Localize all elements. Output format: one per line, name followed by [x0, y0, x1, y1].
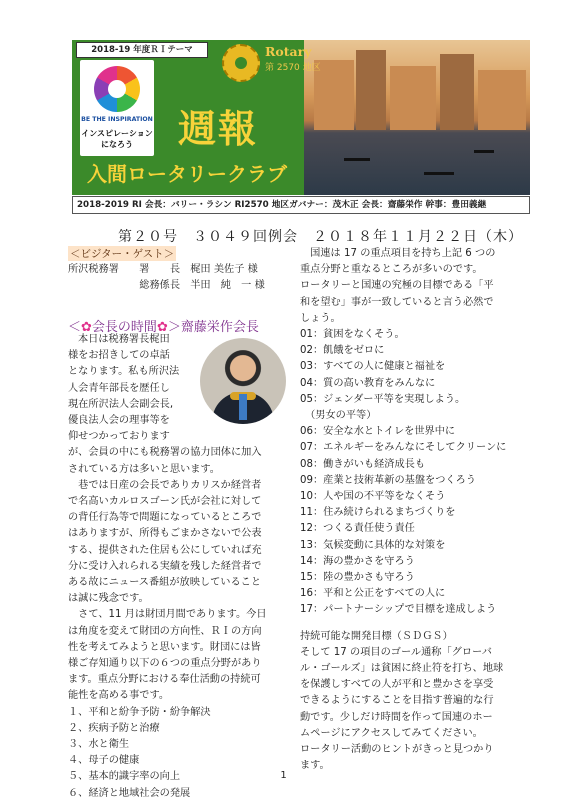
focus-item: ５、基本的識字率の向上	[68, 771, 181, 783]
sdgs-line: を保護しすべての人が平和と豊かさを享受	[300, 679, 494, 691]
sdgs-line: ムページにアクセスしてみてください。	[300, 727, 483, 739]
message-line: 現在所沢法人会副会長,	[68, 398, 174, 410]
intro-line: ロータリーと国連の究極の目標である「平	[300, 280, 494, 292]
president-heading: ＜✿会長の時間✿＞齋藤栄作会長	[68, 320, 259, 335]
intro-line: 重点分野と重なるところが多いのです。	[300, 264, 483, 276]
focus-item: ２、疾病予防と治療	[68, 722, 160, 734]
theme-label: 2018-19 年度ＲＩテーマ	[76, 42, 208, 58]
message-line: 仰せつかっております	[68, 431, 170, 443]
message-line: 様をお招きしての卓話	[68, 350, 170, 362]
message-line: されている方は多いと思います。	[68, 463, 220, 475]
message-line: 優良法人会の理事等を	[68, 415, 170, 427]
rotary-name: Rotary	[265, 44, 312, 59]
message-line: はありますが、所得もごまかさないで公表	[68, 528, 262, 540]
message-line: の背任行為等で問題になっているところで	[68, 512, 262, 524]
sdgs-line: ロータリー活動のヒントがきっと見つかり	[300, 744, 494, 756]
visitor-heading: ＜ビジター・ゲスト＞	[70, 248, 175, 260]
message-line: 分に受け入れられる実績を残した経営者で	[68, 560, 262, 572]
flower-icon: ✿	[81, 320, 92, 335]
message-line: 本日は税務署長梶田	[78, 334, 170, 345]
message-line: ある故にニュース番組が放映していること	[68, 577, 262, 589]
visitor-row: 総務係長 半田 純 一 様	[68, 280, 265, 291]
sdg-goal: 04：質の高い教育をみんなに	[300, 377, 436, 389]
flower-icon: ✿	[156, 320, 168, 335]
sdgs-heading: 持続可能な開発目標（ＳＤＧＳ）	[300, 630, 453, 642]
message-line: 巷では日産の会長でありカリスか経営者	[68, 479, 262, 491]
sdgs-line: ます。	[300, 760, 330, 772]
officers-bar: 2018-2019 RI 会長：バリー・ラシン RI2570 地区ガバナー：茂木正 会長：齋藤栄作 幹事：豊田義継	[72, 196, 530, 214]
message-line: は角度を変えて財団の方向性、ＲＩの方向	[68, 625, 262, 637]
sdg-goal: 02：飢餓をゼロに	[300, 345, 385, 357]
sdg-goal: 15：陸の豊かさも守ろう	[300, 572, 415, 584]
sdgs-line: そして 17 の項目のゴール通称「グローバ	[300, 646, 492, 658]
sdg-goal: 11：住み続けられるまちづくりを	[300, 507, 456, 519]
newsletter-title: 週報	[178, 106, 259, 151]
message-line: が、会員の中にも税務署の協力団体に加入	[68, 447, 262, 459]
sdgs-line: できるようにすることを目指す普遍的な行	[300, 695, 494, 707]
sdg-goal: 10：人や国の不平等をなくそう	[300, 491, 446, 503]
visitor-row: 所沢税務署 署 長 梶田 美佐子 様	[68, 264, 258, 275]
sdg-goal: 14：海の豊かさを守ろう	[300, 555, 415, 567]
president-message	[68, 332, 290, 802]
message-line: 性を考えてみようと思います。財団には皆	[68, 641, 261, 653]
sdg-goal: 03：すべての人に健康と福祉を	[300, 361, 446, 373]
sdg-goal: 05：ジェンダー平等を実現しよう。	[300, 393, 466, 405]
sdg-goal: 13：気候変動に具体的な対策を	[300, 539, 446, 551]
header-banner	[72, 40, 530, 195]
message-line: 人会青年部長を歴任し	[68, 382, 170, 394]
message-line: 能性を高める事です。	[68, 690, 170, 702]
sdg-goal: 08：働きがいも経済成長も	[300, 458, 426, 470]
sdg-goal: （男女の平等）	[300, 410, 377, 422]
rotary-wheel-icon	[222, 44, 260, 82]
venice-photo	[304, 40, 530, 195]
sdg-goal: 17：パートナーシップで目標を達成しよう	[300, 604, 497, 616]
sdg-goal: 09：産業と技術革新の基盤をつくろう	[300, 474, 476, 486]
district-label: 第 2570 地区	[265, 63, 321, 73]
message-line: する、提供された住居も公にしていれば充	[68, 544, 262, 556]
theme-logo	[80, 60, 154, 156]
focus-item: １、平和と紛争予防・紛争解決	[68, 706, 211, 718]
meeting-info: 第２０号 ３０４９回例会 ２０１８年１１月２２日（木）	[118, 229, 523, 245]
sdgs-line: ル・ゴールズ」は貧困に終止符を打ち、地球	[300, 663, 504, 675]
page-number: 1	[280, 770, 287, 781]
intro-line: 和を望む」事が一致していると言う必然で	[300, 296, 494, 308]
intro-line: しょう。	[300, 312, 341, 324]
focus-item: ３、水と衛生	[68, 739, 130, 751]
club-name: 入間ロータリークラブ	[87, 162, 287, 186]
message-line: は誠に残念です。	[68, 593, 149, 605]
focus-item: ６、経済と地域社会の発展	[68, 787, 191, 799]
logo-tagline: BE THE INSPIRATION	[81, 116, 153, 123]
focus-item: ４、母子の健康	[68, 755, 140, 767]
sdg-goal: 12：つくる責任使う責任	[300, 523, 415, 535]
intro-line: 国連は 17 の重点項目を持ち上記 6 つの	[300, 248, 496, 259]
right-column	[300, 246, 530, 775]
sdg-goal: 07：エネルギーをみんなにそしてクリーンに	[300, 442, 507, 454]
message-line: で名高いカルロスゴーン氏が会社に対して	[68, 496, 262, 508]
sdg-goal: 01：貧困をなくそう。	[300, 329, 405, 341]
inspiration-logo-icon	[94, 66, 140, 112]
sdg-goal: 06：安全な水とトイレを世界中に	[300, 426, 456, 438]
message-line: となります。私も所沢法	[68, 366, 180, 378]
message-line: 様ご存知通り以下の６つの重点分野があり	[68, 658, 262, 670]
sdgs-line: 動です。少しだけ時間を作って国連のホー	[300, 711, 493, 723]
message-line: さて、11 月は財団月間であります。今日	[68, 609, 267, 621]
message-line: ます。重点分野における奉仕活動の持続可	[68, 674, 261, 686]
logo-subtitle: インスピレーション になろう	[81, 129, 153, 149]
sdg-goal: 16：平和と公正をすべての人に	[300, 588, 446, 600]
